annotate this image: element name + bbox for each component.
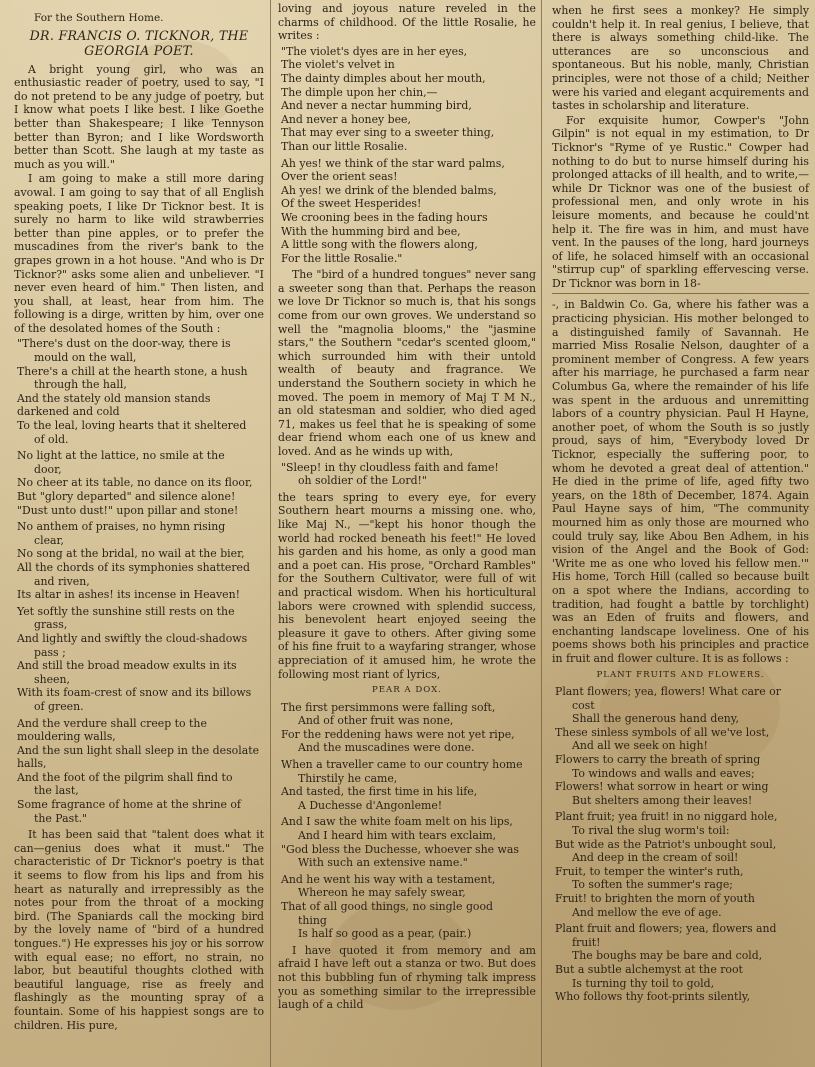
source-line: For the Southern Home. [34, 12, 164, 24]
verse-line: And still the broad meadow exults in its [17, 659, 237, 673]
verse-stanza [14, 717, 264, 826]
verse-line: "Sleep! in thy cloudless faith and fame! [281, 460, 499, 474]
verse-line: and riven, [34, 574, 90, 588]
verse-line: The violet's velvet in [281, 58, 395, 72]
verse-line: through the hall, [34, 378, 127, 392]
verse-line: Is half so good as a pear, (pair.) [298, 927, 472, 941]
verse-line: And never a honey bee, [281, 112, 411, 126]
paragraph: I have quoted it from memory and am afraid I have left out a stanza or two. But does not this bubbling fun of rhyming talk impress you as something similar to the irrepressible laugh of a child [278, 943, 536, 1012]
verse-line: Ah yes! we drink of the blended balms, [281, 183, 497, 197]
verse-line: "There's dust on the door-way, there is [17, 337, 231, 351]
verse-line: A Duchesse d'Angonleme! [298, 798, 443, 812]
verse-line: A little song with the flowers along, [281, 238, 478, 252]
verse-line: And I heard him with tears exclaim, [298, 829, 497, 843]
verse-line: For the reddening haws were not yet ripe, [281, 727, 515, 741]
verse-line: That may ever sing to a sweeter thing, [281, 126, 495, 140]
column-1 [4, 0, 268, 1067]
verse-line: That of all good things, no single good [281, 900, 494, 913]
verse-line: To rival the slug worm's toil: [572, 824, 730, 838]
verse-line: And the foot of the pilgrim shall find to [17, 770, 233, 784]
article-title: DR. FRANCIS O. TICKNOR, THE GEORGIA POET. [29, 27, 249, 58]
verse-line: Ah yes! we think of the star ward palms, [281, 156, 505, 170]
verse-line: fruit! [572, 935, 601, 949]
verse-line: pass ; [34, 645, 66, 659]
verse-line: No song at the bridal, no wail at the bier, [17, 547, 245, 561]
verse-line: For the little Rosalie." [281, 251, 403, 265]
divider [552, 293, 809, 294]
verse-line: Shall the generous hand deny, [572, 712, 739, 726]
verse-stanza [14, 449, 264, 517]
verse-line: Who follows thy foot-prints silently, [555, 990, 751, 1004]
verse-line: And he went his way with a testament, [281, 872, 496, 886]
verse-line: But wide as the Patriot's unbought soul, [555, 837, 777, 851]
column-3 [546, 0, 815, 1067]
verse-line: cost [572, 698, 595, 712]
verse-line: And the muscadines were done. [298, 741, 475, 755]
verse-line: There's a chill at the hearth stone, a hush [17, 364, 248, 378]
verse-line: And lightly and swiftly the cloud-shadows [17, 631, 248, 645]
verse-line: These sinless symbols of all we've lost, [555, 725, 770, 739]
verse-stanza [14, 605, 264, 714]
verse-line: To the leal, loving hearts that it sheltered [17, 419, 247, 433]
verse-line: The first persimmons were falling soft, [281, 700, 496, 714]
verse-line: No cheer at its table, no dance on its floor, [17, 476, 253, 490]
verse-line: Is turning thy toil to gold, [572, 976, 715, 990]
verse-line: Fruit, to temper the winter's ruth, [555, 864, 744, 878]
verse-line: With such an extensive name." [298, 856, 468, 870]
verse-line: The dainty dimples about her mouth, [281, 71, 486, 85]
verse-line: oh soldier of the Lord!" [298, 474, 427, 488]
paragraph: It has been said that "talent does what it can—genius does what it must." The characteristic of Dr Ticknor's poetry is that it seems to flow from his lips and from his heart as naturally and irrepressibly as the notes pour from the throat of a mocking bird. (The Spaniards call the mocking bird by the lovely name of "bird of a hundred tongues.") He expresses his joy or his sorrow with equal ease; no effort, no strain, no labor, but beautiful thoughts clothed with beautiful language, rise as freely and flashingly as the mounting spray of a fountain. Some of his happiest songs are to children. His pure, [14, 828, 264, 1032]
verse-line: And mellow the eve of age. [572, 905, 722, 919]
verse-stanza [14, 520, 264, 602]
verse-line: Of the sweet Hesperides! [281, 197, 422, 211]
verse-stanza [14, 337, 264, 446]
verse-line: the Past." [34, 811, 88, 825]
verse-line: grass, [34, 618, 68, 632]
verse-line: of green. [34, 699, 84, 713]
verse-line: The boughs may be bare and cold, [572, 949, 763, 963]
verse-line: With its foam-crest of snow and its billows [17, 686, 252, 700]
verse-stanza [278, 461, 536, 488]
verse-line: All the chords of its symphonies shattered [17, 560, 250, 574]
verse-line: To soften the summer's rage; [572, 878, 733, 892]
verse-stanza [278, 157, 536, 266]
verse-line: But "glory departed" and silence alone! [17, 490, 236, 503]
verse-stanza [552, 922, 809, 1004]
verse-line: "The violet's dyes are in her eyes, [281, 44, 468, 58]
verse-line: But a subtle alchemyst at the root [555, 962, 743, 976]
verse-stanza [552, 810, 809, 919]
column-rule [541, 0, 542, 1067]
paragraph: I am going to make a still more daring avowal. I am going to say that of all English speaking poets, I like Dr Ticknor best. It is surely no harm to like wild strawberries better than pine apples, or to prefer the muscadines from the river's bank to the grapes grown in a hot house. "And who is Dr Ticknor?" asks some alien and unbeliever. "I never even heard of him." Then listen, and you shall, at least, hear from him. The following is a dirge, written by him, over one of the desolated homes of the South : [14, 172, 264, 335]
verse-line: "Dust unto dust!" upon pillar and stone! [17, 503, 239, 517]
verse-line: And tasted, the first time in his life, [281, 785, 478, 799]
verse-line: And deep in the cream of soil! [572, 851, 739, 865]
paragraph: loving and joyous nature reveled in the charms of childhood. Of the little Rosalie, he writes : [278, 2, 536, 43]
verse-stanza [278, 873, 536, 941]
verse-line: And the stately old mansion stands darkened and cold [17, 391, 211, 419]
verse-line: of old. [34, 432, 69, 446]
column-rule [270, 0, 271, 1067]
verse-stanza [552, 685, 809, 807]
paragraph: The "bird of a hundred tongues" never sang a sweeter song than that. Perhaps the reason we love Dr Ticknor so much is, that his songs come from our own groves. We understand so well the "magnolia blooms," the "jasmine stars," the Southern "cedar's scented gloom," which surrounded him with their untold wealth of beauty and fragrance. We understand the Southern society in which he moved. The poem in memory of Maj T M N., an old statesman and soldier, who died aged 71, makes us feel that he is speaking of some dear friend whom each one of us knew and loved. And as he winds up with, [278, 268, 536, 458]
verse-line: Its altar in ashes! its incense in Heaven! [17, 588, 241, 602]
verse-stanza [278, 758, 536, 812]
verse-line: To windows and walls and eaves; [572, 766, 755, 780]
poem-title: PEAR A DOX. [371, 685, 443, 696]
paragraph: the tears spring to every eye, for every Southern heart mourns a missing one. who, like Maj N., —"kept his honor though the world had rocked beneath his feet!" He loved his garden and his home, as only a good man and a poet can. His prose, "Orchard Rambles" for the Southern Cultivator, were full of wit and practical wisdom. When his horticultural labors were crowned with splendid success, his benevolent heart enjoyed seeing the pleasure it gave to others. After giving some of his fine fruit to a wayfaring stranger, whose appreciation of it amused him, he wrote the following most riant of lyrics, [278, 490, 536, 681]
verse-line: Plant flowers; yea, flowers! What care or [555, 685, 781, 699]
verse-line: And of other fruit was none, [298, 714, 454, 728]
verse-line: We crooning bees in the fading hours [281, 210, 488, 224]
verse-line: mould on the wall, [34, 351, 137, 365]
verse-line: Plant fruit and flowers; yea, flowers and [555, 922, 777, 936]
verse-line: Whereon he may safely swear, [298, 886, 466, 900]
paragraph: For exquisite humor, Cowper's "John Gilpin" is not equal in my estimation, to Dr Ticknor's "Ryme of ye Rustic." Cowper had nothing to do but to nurse himself during his prolonged attacks of ill health, and to write,—while Dr Ticknor was one of the busiest of professional men, and only wrote in his leisure moments, and because he could'nt help it. The fire was in him, and must have vent. In the pauses of the long, hard journeys of life, he solaced himself with an occasional "stirrup cup" of sparkling effervescing verse. Dr Ticknor was born in 18- [552, 113, 809, 290]
verse-line: And I saw the white foam melt on his lips, [281, 815, 513, 829]
verse-line: Flowers! what sorrow in heart or wing [555, 780, 769, 794]
verse-line: But shelters among their leaves! [572, 793, 753, 807]
verse-line: No light at the lattice, no smile at the [17, 449, 225, 463]
verse-line: Some fragrance of home at the shrine of [17, 798, 241, 812]
verse-line: And the sun light shall sleep in the desolate halls, [17, 743, 260, 771]
verse-line: No anthem of praises, no hymn rising [17, 520, 226, 534]
verse-line: Yet softly the sunshine still rests on the [17, 604, 235, 618]
verse-stanza [278, 701, 536, 755]
verse-line: And never a nectar humming bird, [281, 99, 472, 113]
verse-line: And the verdure shall creep to the mouldering walls, [17, 716, 207, 744]
verse-line: sheen, [34, 672, 70, 686]
paragraph: A bright young girl, who was an enthusiastic reader of poetry, used to say, "I do not pretend to be any judge of poetry, but I know what poets I like best. I like Goethe better than Shakespeare; I like Tennyson better than Byron; and I like Wordsworth better than Scott. She laugh at my taste as much as you will." [14, 62, 264, 171]
verse-line: Than our little Rosalie. [281, 139, 408, 153]
paragraph: when he first sees a monkey? He simply couldn't help it. In real genius, I believe, that there is always something child-like. The utterances are so unconscious and spontaneous. But his noble, manly, Christian principles, were not those of a child; Neither were his varied and elegant acquirements and tastes in scholarship and literature. [552, 4, 809, 113]
verse-line: Thirstily he came, [298, 771, 398, 785]
verse-line: With the humming bird and bee, [281, 224, 461, 238]
poem-title: PLANT FRUITS AND FLOWERS. [596, 669, 765, 680]
verse-line: And all we seek on high! [572, 739, 708, 753]
verse-line: door, [34, 462, 62, 476]
verse-line: When a traveller came to our country home [281, 758, 523, 772]
verse-line: Over the orient seas! [281, 170, 398, 184]
verse-line: thing [298, 913, 327, 927]
verse-line: Fruit! to brighten the morn of youth [555, 892, 755, 905]
verse-line: "God bless the Duchesse, whoever she was [281, 842, 519, 856]
verse-stanza [278, 45, 536, 154]
verse-line: The dimple upon her chin,— [281, 85, 438, 99]
verse-line: Flowers to carry the breath of spring [555, 753, 761, 767]
verse-line: the last, [34, 784, 79, 798]
column-2 [274, 0, 540, 1067]
verse-stanza [278, 815, 536, 869]
verse-line: clear, [34, 533, 64, 547]
verse-line: Plant fruit; yea fruit! in no niggard hole, [555, 810, 778, 824]
paragraph: -, in Baldwin Co. Ga, where his father was a practicing physician. His mother belonged to a distinguished family of Savannah. He married Miss Rosalie Nelson, daughter of a prominent member of Congress. A few years after his marriage, he purchased a farm near Columbus Ga, where the remainder of his life was spent in the arduous and unremitting labors of a country physician. Paul H Hayne, another poet, of whom the South is so justly proud, says of him, "Everybody loved Dr Ticknor, especially the suffering poor, to whom he devoted a great deal of attention." He died in the prime of life, aged fifty two years, on the 18th of December, 1874. Again Paul Hayne says of him, "The community mourned him as only those are mourned who could truly say, like Abou Ben Adhem, in his vision of the Angel and the Book of God: 'Write me as one who loved his fellow men.'" His home, Torch Hill (called so because built on a spot where the Indians, according to tradition, had fought a battle by torchlight) was an Eden of fruits and flowers, and enchanting landscape loveliness. One of his poems shows both his principles and practice in fruit and flower culture. It is as follows : [552, 298, 809, 665]
